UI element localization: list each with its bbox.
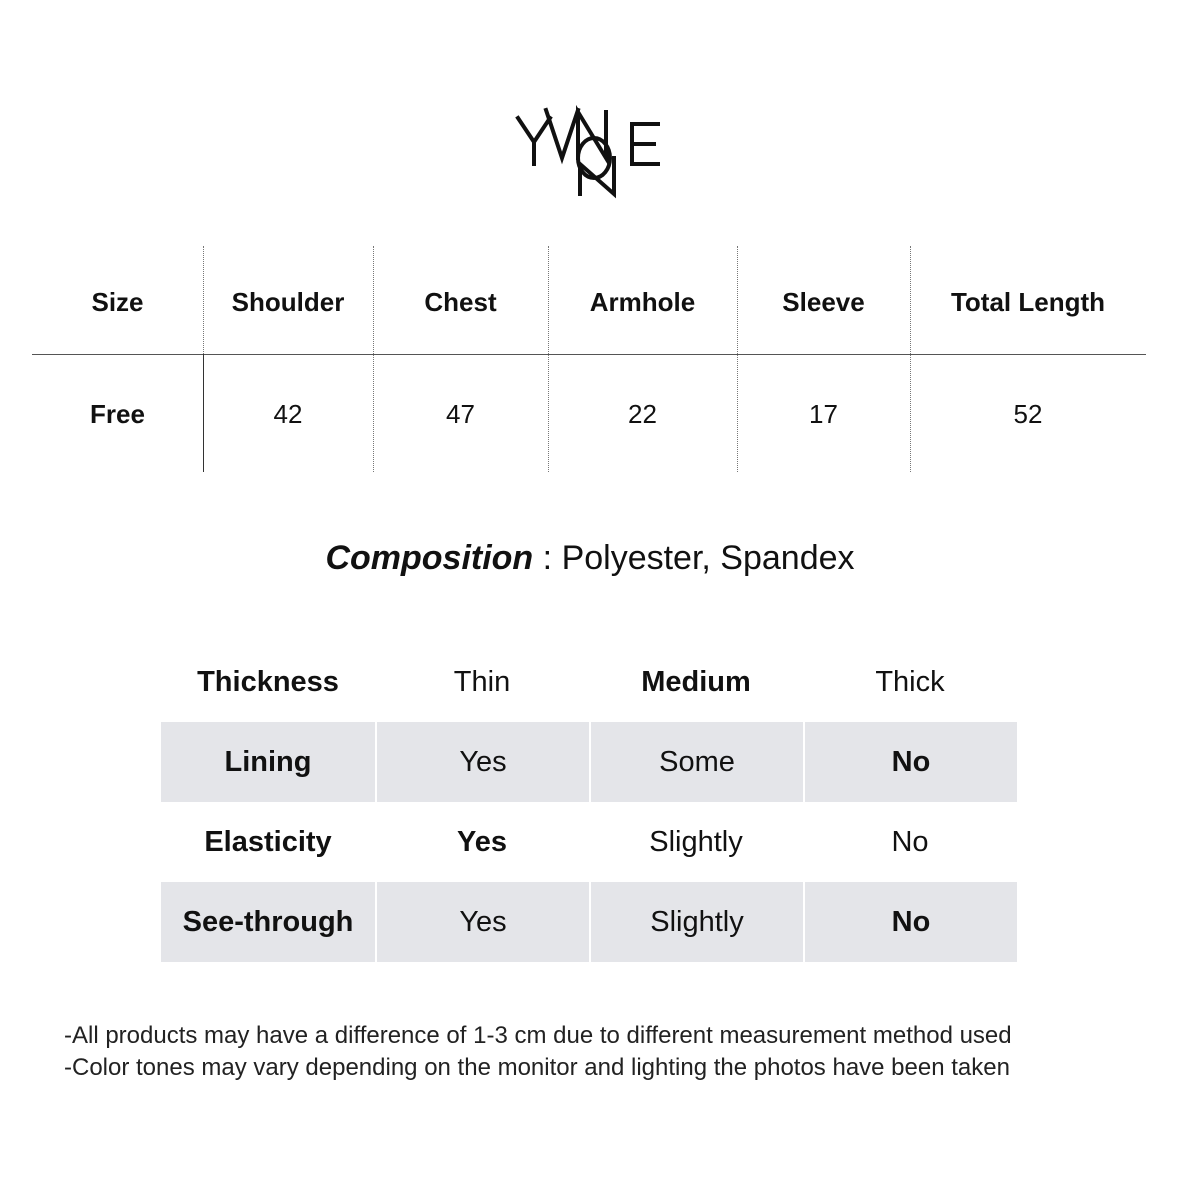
size-table-row-free [32, 356, 1146, 472]
composition-line [0, 536, 1180, 580]
attr-option: Thin [453, 665, 511, 698]
attr-label: Thickness [197, 665, 339, 698]
size-table [32, 246, 1146, 472]
fabric-attributes-table [161, 642, 1017, 962]
attr-option-selected: No [803, 882, 1017, 962]
size-header-shoulder: Shoulder [231, 286, 345, 317]
size-value-armhole: 22 [628, 398, 657, 429]
disclaimer-notes [64, 1020, 1012, 1084]
attr-label: Lining [161, 722, 375, 802]
attr-option: Slightly [649, 825, 743, 858]
attr-label: Elasticity [204, 825, 332, 858]
attr-row-lining [161, 722, 1017, 802]
attr-row-thickness [161, 642, 1017, 722]
composition-value: Polyester, Spandex [561, 539, 855, 577]
size-value-size: Free [90, 398, 145, 429]
size-table-column-divider [737, 246, 738, 472]
size-header-armhole: Armhole [589, 286, 696, 317]
note-color: -Color tones may vary depending on the monitor and lighting the photos have been taken [64, 1054, 1010, 1081]
attr-option-selected: No [803, 722, 1017, 802]
size-table-column-divider [910, 246, 911, 472]
size-value-total-length: 52 [1013, 398, 1043, 429]
attr-option: Thick [875, 665, 945, 698]
size-table-header-row [32, 246, 1146, 354]
brand-logo-mark [510, 100, 670, 200]
brand-logo [510, 100, 670, 200]
size-table-column-divider [373, 246, 374, 472]
size-header-sleeve: Sleeve [782, 286, 865, 317]
note-measurement: -All products may have a difference of 1-3 cm due to different measurement method used [64, 1022, 1012, 1049]
attr-option: Yes [375, 722, 589, 802]
composition-separator: : [533, 539, 562, 577]
attr-option: Some [589, 722, 803, 802]
size-header-chest: Chest [424, 286, 497, 317]
attr-row-see-through [161, 882, 1017, 962]
size-header-size: Size [91, 286, 144, 317]
attr-option: Yes [375, 882, 589, 962]
attr-row-elasticity [161, 802, 1017, 882]
attr-option: Slightly [589, 882, 803, 962]
composition-label: Composition [325, 539, 534, 577]
attr-label: See-through [161, 882, 375, 962]
size-table-column-divider [548, 246, 549, 472]
size-value-sleeve: 17 [809, 398, 838, 429]
attr-option: No [891, 825, 929, 858]
size-table-header-divider [32, 354, 1146, 355]
size-header-total-length: Total Length [950, 286, 1106, 317]
size-value-chest: 47 [446, 398, 475, 429]
size-value-shoulder: 42 [273, 398, 303, 429]
attr-option-selected: Yes [457, 825, 507, 858]
attr-option-selected: Medium [641, 665, 751, 698]
